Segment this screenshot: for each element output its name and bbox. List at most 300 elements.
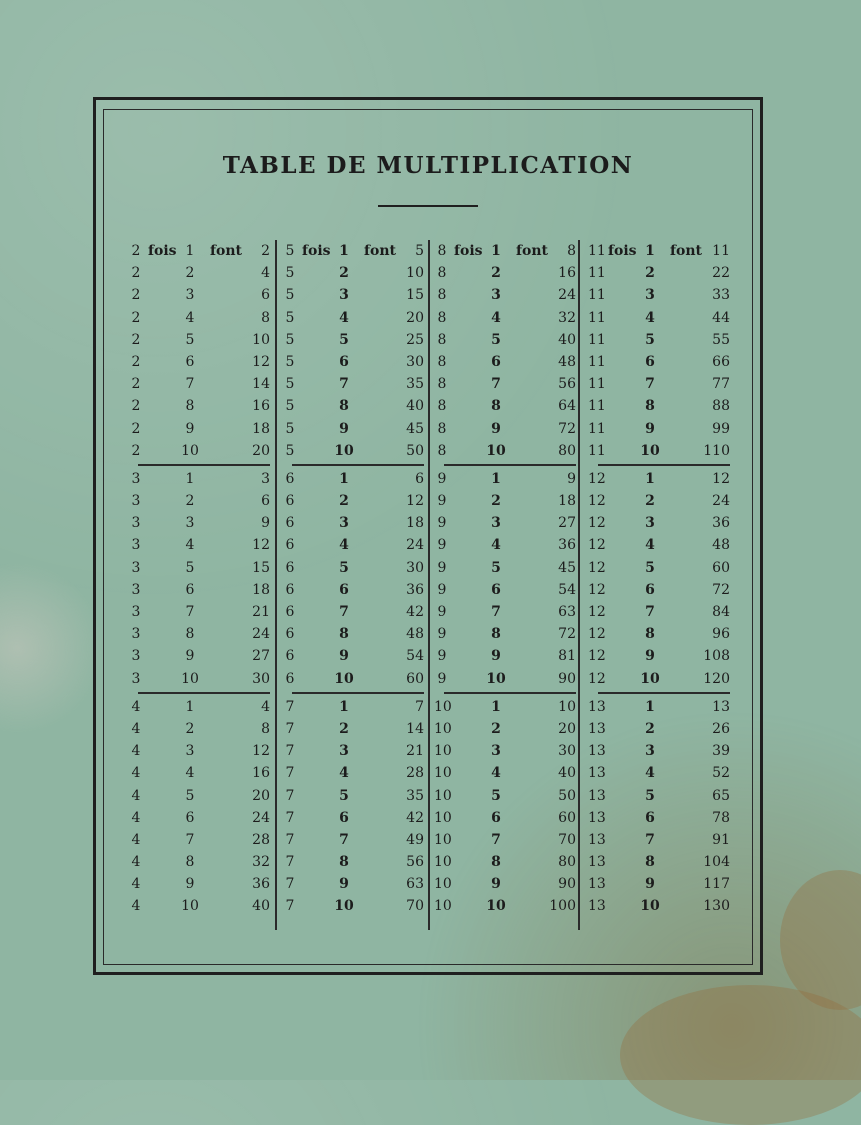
product: 18	[252, 581, 270, 598]
multiplicand: 12	[588, 559, 606, 576]
multiplicand: 9	[437, 470, 447, 487]
table-column	[434, 240, 584, 918]
multiplicand: 10	[434, 720, 452, 737]
product: 77	[712, 376, 730, 393]
multiplicand: 11	[588, 331, 606, 348]
table-row	[128, 490, 278, 512]
product: 24	[406, 537, 424, 554]
table-row	[128, 623, 278, 645]
product: 24	[558, 287, 576, 304]
multiplicand: 13	[588, 765, 606, 782]
multiplicand: 2	[131, 376, 141, 393]
multiplicand: 3	[131, 559, 141, 576]
product: 12	[252, 743, 270, 760]
multiplier: 6	[339, 581, 349, 598]
product: 6	[261, 287, 270, 304]
multiplier: 4	[185, 765, 195, 782]
table-row	[588, 395, 738, 417]
product: 14	[252, 376, 270, 393]
multiplier: 9	[339, 876, 349, 893]
multiplicand: 9	[437, 559, 447, 576]
multiplier: 10	[181, 898, 199, 915]
table-row	[434, 807, 584, 829]
table-row	[434, 307, 584, 329]
multiplicand: 11	[588, 398, 606, 415]
product: 88	[712, 398, 730, 415]
multiplicand: 2	[131, 287, 141, 304]
multiplier: 4	[339, 537, 349, 554]
product: 72	[558, 626, 576, 643]
multiplicand: 8	[437, 398, 447, 415]
multiplier: 5	[339, 331, 349, 348]
product: 16	[252, 398, 270, 415]
table-block	[434, 240, 584, 462]
table-row	[282, 851, 432, 873]
multiplier: 8	[645, 854, 655, 871]
product: 21	[252, 604, 270, 620]
product: 22	[712, 265, 730, 282]
product: 25	[406, 331, 424, 348]
multiplicand: 10	[434, 876, 452, 893]
multiplier: 7	[645, 831, 655, 848]
table-row	[434, 557, 584, 579]
table-row	[282, 468, 432, 490]
table-row	[588, 696, 738, 718]
multiplier: 4	[645, 765, 655, 782]
multiplicand: 6	[285, 559, 295, 576]
table-row	[434, 696, 584, 718]
page-title: TABLE DE MULTIPLICATION	[222, 152, 634, 179]
multiplier: 8	[491, 854, 501, 871]
multiplier: 8	[491, 626, 501, 643]
multiplier: 6	[339, 809, 349, 826]
block-rule	[138, 464, 270, 466]
multiplier: 7	[185, 604, 195, 620]
table-row	[588, 512, 738, 534]
multiplier: 6	[491, 809, 501, 826]
table-row	[282, 601, 432, 623]
product: 21	[406, 743, 424, 760]
product: 40	[406, 398, 424, 415]
multiplier: 3	[339, 743, 349, 760]
multiplier: 3	[645, 287, 655, 304]
multiplier: 1	[339, 243, 349, 259]
table-row	[588, 579, 738, 601]
multiplicand: 5	[285, 309, 295, 326]
multiplier: 3	[185, 515, 195, 532]
multiplier: 5	[645, 787, 655, 804]
multiplier: 10	[181, 670, 199, 687]
product: 99	[712, 420, 730, 437]
multiplier: 4	[339, 765, 349, 782]
multiplicand: 5	[285, 420, 295, 437]
multiplicand: 12	[588, 626, 606, 643]
table-row	[434, 785, 584, 807]
multiplicand: 11	[588, 243, 606, 259]
multiplicand: 4	[131, 854, 141, 871]
multiplier: 9	[339, 420, 349, 437]
multiplicand: 9	[437, 493, 447, 510]
multiplicand: 8	[437, 331, 447, 348]
multiplicand: 7	[285, 720, 295, 737]
multiplier: 4	[491, 309, 501, 326]
multiplier: 2	[339, 265, 349, 282]
product: 35	[406, 376, 424, 393]
product: 15	[252, 559, 270, 576]
multiplier: 5	[339, 559, 349, 576]
multiplicand: 3	[131, 537, 141, 554]
product: 50	[406, 442, 424, 459]
table-row	[588, 829, 738, 851]
multiplicand: 13	[588, 831, 606, 848]
product: 9	[261, 515, 270, 532]
multiplier: 8	[491, 398, 501, 415]
multiplier: 7	[339, 831, 349, 848]
product: 27	[558, 515, 576, 532]
multiplicand: 7	[285, 698, 295, 715]
multiplicand: 4	[131, 898, 141, 915]
product: 72	[558, 420, 576, 437]
multiplier: 8	[339, 854, 349, 871]
multiplicand: 9	[437, 581, 447, 598]
multiplier: 10	[334, 442, 354, 459]
multiplicand: 3	[131, 670, 141, 687]
multiplicand: 13	[588, 787, 606, 804]
multiplicand: 13	[588, 898, 606, 915]
product: 80	[558, 442, 576, 459]
multiplicand: 9	[437, 626, 447, 643]
table-row	[282, 873, 432, 895]
multiplier: 1	[645, 698, 655, 715]
product: 3	[261, 470, 270, 487]
product: 4	[261, 265, 270, 282]
multiplier: 9	[185, 876, 195, 893]
multiplicand: 3	[131, 604, 141, 620]
word-font: font	[516, 243, 549, 259]
multiplier: 9	[491, 648, 501, 665]
multiplier: 1	[491, 470, 501, 487]
table-row	[434, 762, 584, 784]
multiplicand: 8	[437, 243, 447, 259]
product: 78	[712, 809, 730, 826]
multiplicand: 4	[131, 765, 141, 782]
product: 10	[558, 698, 576, 715]
word-fois: fois	[608, 243, 637, 259]
multiplier: 1	[645, 243, 655, 259]
multiplicand: 7	[285, 854, 295, 871]
multiplicand: 7	[285, 743, 295, 760]
product: 108	[703, 648, 730, 665]
multiplicand: 10	[434, 787, 452, 804]
multiplier: 5	[339, 787, 349, 804]
multiplicand: 13	[588, 698, 606, 715]
product: 27	[252, 648, 270, 665]
multiplicand: 10	[434, 898, 452, 915]
product: 15	[406, 287, 424, 304]
product: 30	[406, 559, 424, 576]
product: 24	[252, 809, 270, 826]
table-row	[282, 329, 432, 351]
multiplier: 1	[491, 698, 501, 715]
table-row	[128, 373, 278, 395]
table-row	[434, 395, 584, 417]
multiplicand: 10	[434, 765, 452, 782]
multiplier: 5	[645, 331, 655, 348]
multiplicand: 10	[434, 809, 452, 826]
multiplier: 8	[185, 854, 195, 871]
table-block	[588, 468, 738, 690]
multiplier: 2	[491, 493, 501, 510]
multiplier: 5	[491, 331, 501, 348]
multiplier: 9	[645, 876, 655, 893]
table-row	[128, 668, 278, 690]
multiplicand: 7	[285, 787, 295, 804]
table-row	[282, 307, 432, 329]
table-row	[128, 351, 278, 373]
table-row	[128, 284, 278, 306]
multiplier: 3	[645, 743, 655, 760]
multiplicand: 12	[588, 581, 606, 598]
table-row	[434, 240, 584, 262]
multiplier: 2	[339, 720, 349, 737]
multiplier: 1	[491, 243, 501, 259]
multiplier: 2	[185, 493, 195, 510]
multiplicand: 11	[588, 353, 606, 370]
table-row	[434, 623, 584, 645]
product: 54	[406, 648, 424, 665]
multiplicand: 13	[588, 743, 606, 760]
multiplier: 6	[491, 581, 501, 598]
product: 60	[712, 559, 730, 576]
table-row	[128, 829, 278, 851]
table-row	[434, 579, 584, 601]
product: 6	[415, 470, 424, 487]
product: 52	[712, 765, 730, 782]
product: 55	[712, 331, 730, 348]
multiplier: 4	[185, 537, 195, 554]
multiplier: 10	[486, 670, 506, 687]
multiplicand: 7	[285, 809, 295, 826]
multiplicand: 8	[437, 376, 447, 393]
multiplicand: 5	[285, 265, 295, 282]
product: 56	[558, 376, 576, 393]
multiplicand: 9	[437, 648, 447, 665]
table-row	[434, 718, 584, 740]
multiplicand: 2	[131, 265, 141, 282]
product: 20	[252, 442, 270, 459]
table-row	[282, 579, 432, 601]
product: 24	[252, 626, 270, 643]
product: 60	[558, 809, 576, 826]
multiplicand: 11	[588, 309, 606, 326]
multiplier: 8	[185, 398, 195, 415]
product: 18	[558, 493, 576, 510]
multiplier: 10	[334, 898, 354, 915]
table-block	[588, 240, 738, 462]
multiplicand: 10	[434, 831, 452, 848]
multiplier: 7	[491, 604, 501, 620]
multiplier: 5	[185, 331, 195, 348]
block-rule	[598, 464, 730, 466]
multiplicand: 12	[588, 648, 606, 665]
table-row	[434, 490, 584, 512]
multiplicand: 6	[285, 537, 295, 554]
table-row	[434, 534, 584, 556]
table-row	[128, 645, 278, 667]
multiplier: 3	[491, 743, 501, 760]
multiplier: 4	[645, 537, 655, 554]
table-row	[282, 785, 432, 807]
multiplier: 6	[491, 353, 501, 370]
table-block	[588, 696, 738, 918]
product: 20	[558, 720, 576, 737]
table-block	[128, 468, 278, 690]
product: 36	[406, 581, 424, 598]
table-row	[282, 240, 432, 262]
multiplicand: 12	[588, 670, 606, 687]
multiplier: 4	[491, 537, 501, 554]
product: 49	[406, 831, 424, 848]
table-row	[128, 785, 278, 807]
multiplicand: 6	[285, 648, 295, 665]
table-row	[128, 395, 278, 417]
product: 42	[406, 809, 424, 826]
table-row	[128, 262, 278, 284]
multiplier: 3	[645, 515, 655, 532]
multiplicand: 8	[437, 265, 447, 282]
product: 2	[261, 243, 270, 259]
table-row	[282, 718, 432, 740]
table-row	[588, 351, 738, 373]
multiplicand: 4	[131, 743, 141, 760]
multiplier: 6	[339, 353, 349, 370]
product: 70	[558, 831, 576, 848]
table-row	[128, 696, 278, 718]
product: 4	[261, 698, 270, 715]
table-row	[282, 440, 432, 462]
multiplier: 5	[185, 559, 195, 576]
table-row	[588, 240, 738, 262]
product: 72	[712, 581, 730, 598]
table-row	[128, 534, 278, 556]
word-font: font	[670, 243, 703, 259]
multiplicand: 4	[131, 809, 141, 826]
multiplicand: 4	[131, 698, 141, 715]
multiplier: 5	[491, 787, 501, 804]
multiplicand: 7	[285, 876, 295, 893]
product: 8	[261, 720, 270, 737]
table-row	[128, 740, 278, 762]
multiplicand: 7	[285, 765, 295, 782]
product: 130	[703, 898, 730, 915]
product: 18	[406, 515, 424, 532]
multiplier: 7	[645, 376, 655, 393]
multiplicand: 3	[131, 515, 141, 532]
multiplier: 3	[185, 287, 195, 304]
product: 63	[558, 604, 576, 620]
multiplier: 4	[185, 309, 195, 326]
multiplicand: 8	[437, 309, 447, 326]
multiplier: 5	[185, 787, 195, 804]
multiplier: 3	[491, 287, 501, 304]
table-column	[128, 240, 278, 918]
product: 26	[712, 720, 730, 737]
product: 50	[558, 787, 576, 804]
multiplier: 8	[185, 626, 195, 643]
table-block	[282, 240, 432, 462]
table-row	[282, 696, 432, 718]
table-row	[434, 895, 584, 917]
multiplier: 1	[645, 470, 655, 487]
multiplicand: 13	[588, 876, 606, 893]
table-row	[282, 623, 432, 645]
multiplier: 8	[645, 626, 655, 643]
table-row	[588, 262, 738, 284]
multiplicand: 2	[131, 331, 141, 348]
multiplier: 10	[640, 898, 660, 915]
product: 30	[252, 670, 270, 687]
table-row	[282, 284, 432, 306]
multiplicand: 13	[588, 720, 606, 737]
product: 60	[406, 670, 424, 687]
multiplicand: 3	[131, 626, 141, 643]
multiplier: 9	[185, 420, 195, 437]
multiplier: 7	[645, 604, 655, 620]
product: 40	[558, 331, 576, 348]
table-row	[282, 351, 432, 373]
multiplier: 2	[491, 720, 501, 737]
block-rule	[138, 692, 270, 694]
product: 30	[558, 743, 576, 760]
multiplier: 10	[334, 670, 354, 687]
multiplicand: 8	[437, 287, 447, 304]
multiplier: 1	[185, 698, 195, 715]
table-row	[282, 262, 432, 284]
table-row	[282, 373, 432, 395]
multiplier: 8	[339, 626, 349, 643]
table-row	[434, 351, 584, 373]
multiplicand: 6	[285, 670, 295, 687]
multiplicand: 13	[588, 854, 606, 871]
product: 120	[703, 670, 730, 687]
table-row	[128, 418, 278, 440]
multiplicand: 5	[285, 398, 295, 415]
table-block	[282, 468, 432, 690]
multiplicand: 2	[131, 442, 141, 459]
multiplicand: 8	[437, 420, 447, 437]
block-rule	[444, 692, 576, 694]
multiplicand: 6	[285, 493, 295, 510]
product: 8	[567, 243, 576, 259]
multiplier: 9	[491, 876, 501, 893]
product: 10	[406, 265, 424, 282]
table-row	[588, 668, 738, 690]
product: 96	[712, 626, 730, 643]
multiplier: 7	[339, 376, 349, 393]
product: 16	[252, 765, 270, 782]
table-row	[282, 645, 432, 667]
table-row	[588, 623, 738, 645]
product: 39	[712, 743, 730, 760]
product: 45	[558, 559, 576, 576]
multiplicand: 8	[437, 353, 447, 370]
multiplicand: 7	[285, 898, 295, 915]
table-block	[128, 240, 278, 462]
product: 20	[252, 787, 270, 804]
product: 6	[261, 493, 270, 510]
product: 64	[558, 398, 576, 415]
multiplier: 2	[645, 265, 655, 282]
